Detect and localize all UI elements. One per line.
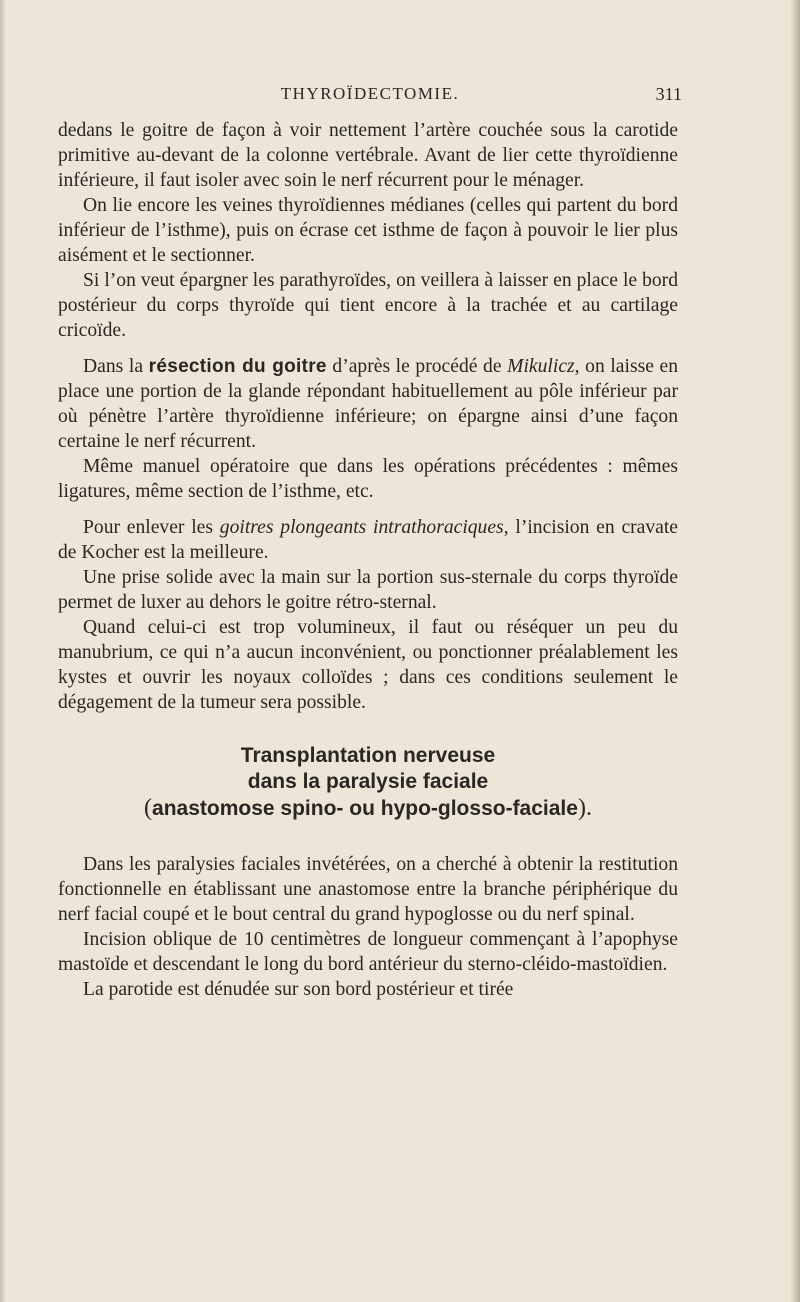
heading-line: dans la paralysie faciale <box>247 770 489 793</box>
text-run: d’après le procédé de <box>326 356 508 377</box>
paragraph: Dans les paralysies faciales invétérées, on a cherché à obtenir la restitution fonctionnelle en établissant une anastomose entre la branche périphérique du nerf facial coupé et le bout central du grand hypoglosse ou du nerf spinal. <box>58 854 678 925</box>
page-right-edge <box>790 0 800 1302</box>
paragraph: Incision oblique de 10 centimètres de longueur commençant à l’apophyse mastoïde et descendant le long du bord antérieur du sterno-cléido-mastoïdien. <box>58 929 678 975</box>
page-left-edge <box>0 0 6 1302</box>
paragraph: On lie encore les veines thyroïdiennes médianes (celles qui partent du bord inférieur de l’isthme), puis on écrase cet isthme de façon à pouvoir le lier plus aisément et le sectionner. <box>58 195 678 266</box>
paragraph: Si l’on veut épargner les parathyroïdes, on veillera à laisser en place le bord postérieur du corps thyroïde qui tient encore à la trachée et au cartilage cricoïde. <box>58 270 678 341</box>
heading-line: Transplantation nerveuse <box>240 744 496 767</box>
text-run: , on laisse en place une portion de la glande répondant habituellement au pôle inférieur par où pénètre l’artère thyroïdienne inférieure; on épargne ainsi d’une façon certaine le nerf récurrent. <box>58 356 678 452</box>
heading-paren: ). <box>577 795 592 821</box>
heading-paren: ( <box>144 795 153 821</box>
heading-text: anastomose spino- ou hypo-glosso-faciale <box>152 797 578 820</box>
paragraph <box>58 354 678 454</box>
text-run: Dans la <box>83 356 149 377</box>
paragraph: Une prise solide avec la main sur la portion sus-sternale du corps thyroïde permet de luxer au dehors le goitre rétro-sternal. <box>58 567 678 613</box>
text-run: , l’incision en cravate de Kocher est la meilleure. <box>58 517 678 563</box>
heading-line <box>58 795 678 822</box>
paragraph: Même manuel opératoire que dans les opérations précédentes : mêmes ligatures, même section de l’isthme, etc. <box>58 456 678 502</box>
running-title: THYROÏDECTOMIE. <box>280 84 460 103</box>
italic-name: Mikulicz <box>507 356 575 377</box>
paragraph: Quand celui-ci est trop volumineux, il faut ou réséquer un peu du manubrium, ce qui n’a aucun inconvénient, ou ponctionner préalablement les kystes et ouvrir les noyaux colloïdes ; dans ces conditions seulement le dégagement de la tumeur sera possible. <box>58 617 678 713</box>
text-run: Pour enlever les <box>83 517 220 538</box>
italic-term: goitres plongeants intrathoraciques <box>219 517 504 538</box>
page-header <box>58 84 682 108</box>
paragraph: dedans le goitre de façon à voir nettement l’artère couchée sous la carotide primitive au-devant de la colonne vertébrale. Avant de lier cette thyroïdienne inférieure, il faut isoler avec soin le nerf récurrent pour le ménager. <box>58 120 678 191</box>
paragraph: La parotide est dénudée sur son bord postérieur et tirée <box>83 979 514 1000</box>
section-heading <box>58 743 678 822</box>
paragraph <box>58 515 678 565</box>
page-body <box>58 118 678 1002</box>
page-number: 311 <box>655 84 682 104</box>
bold-term: résection du goitre <box>148 356 327 377</box>
